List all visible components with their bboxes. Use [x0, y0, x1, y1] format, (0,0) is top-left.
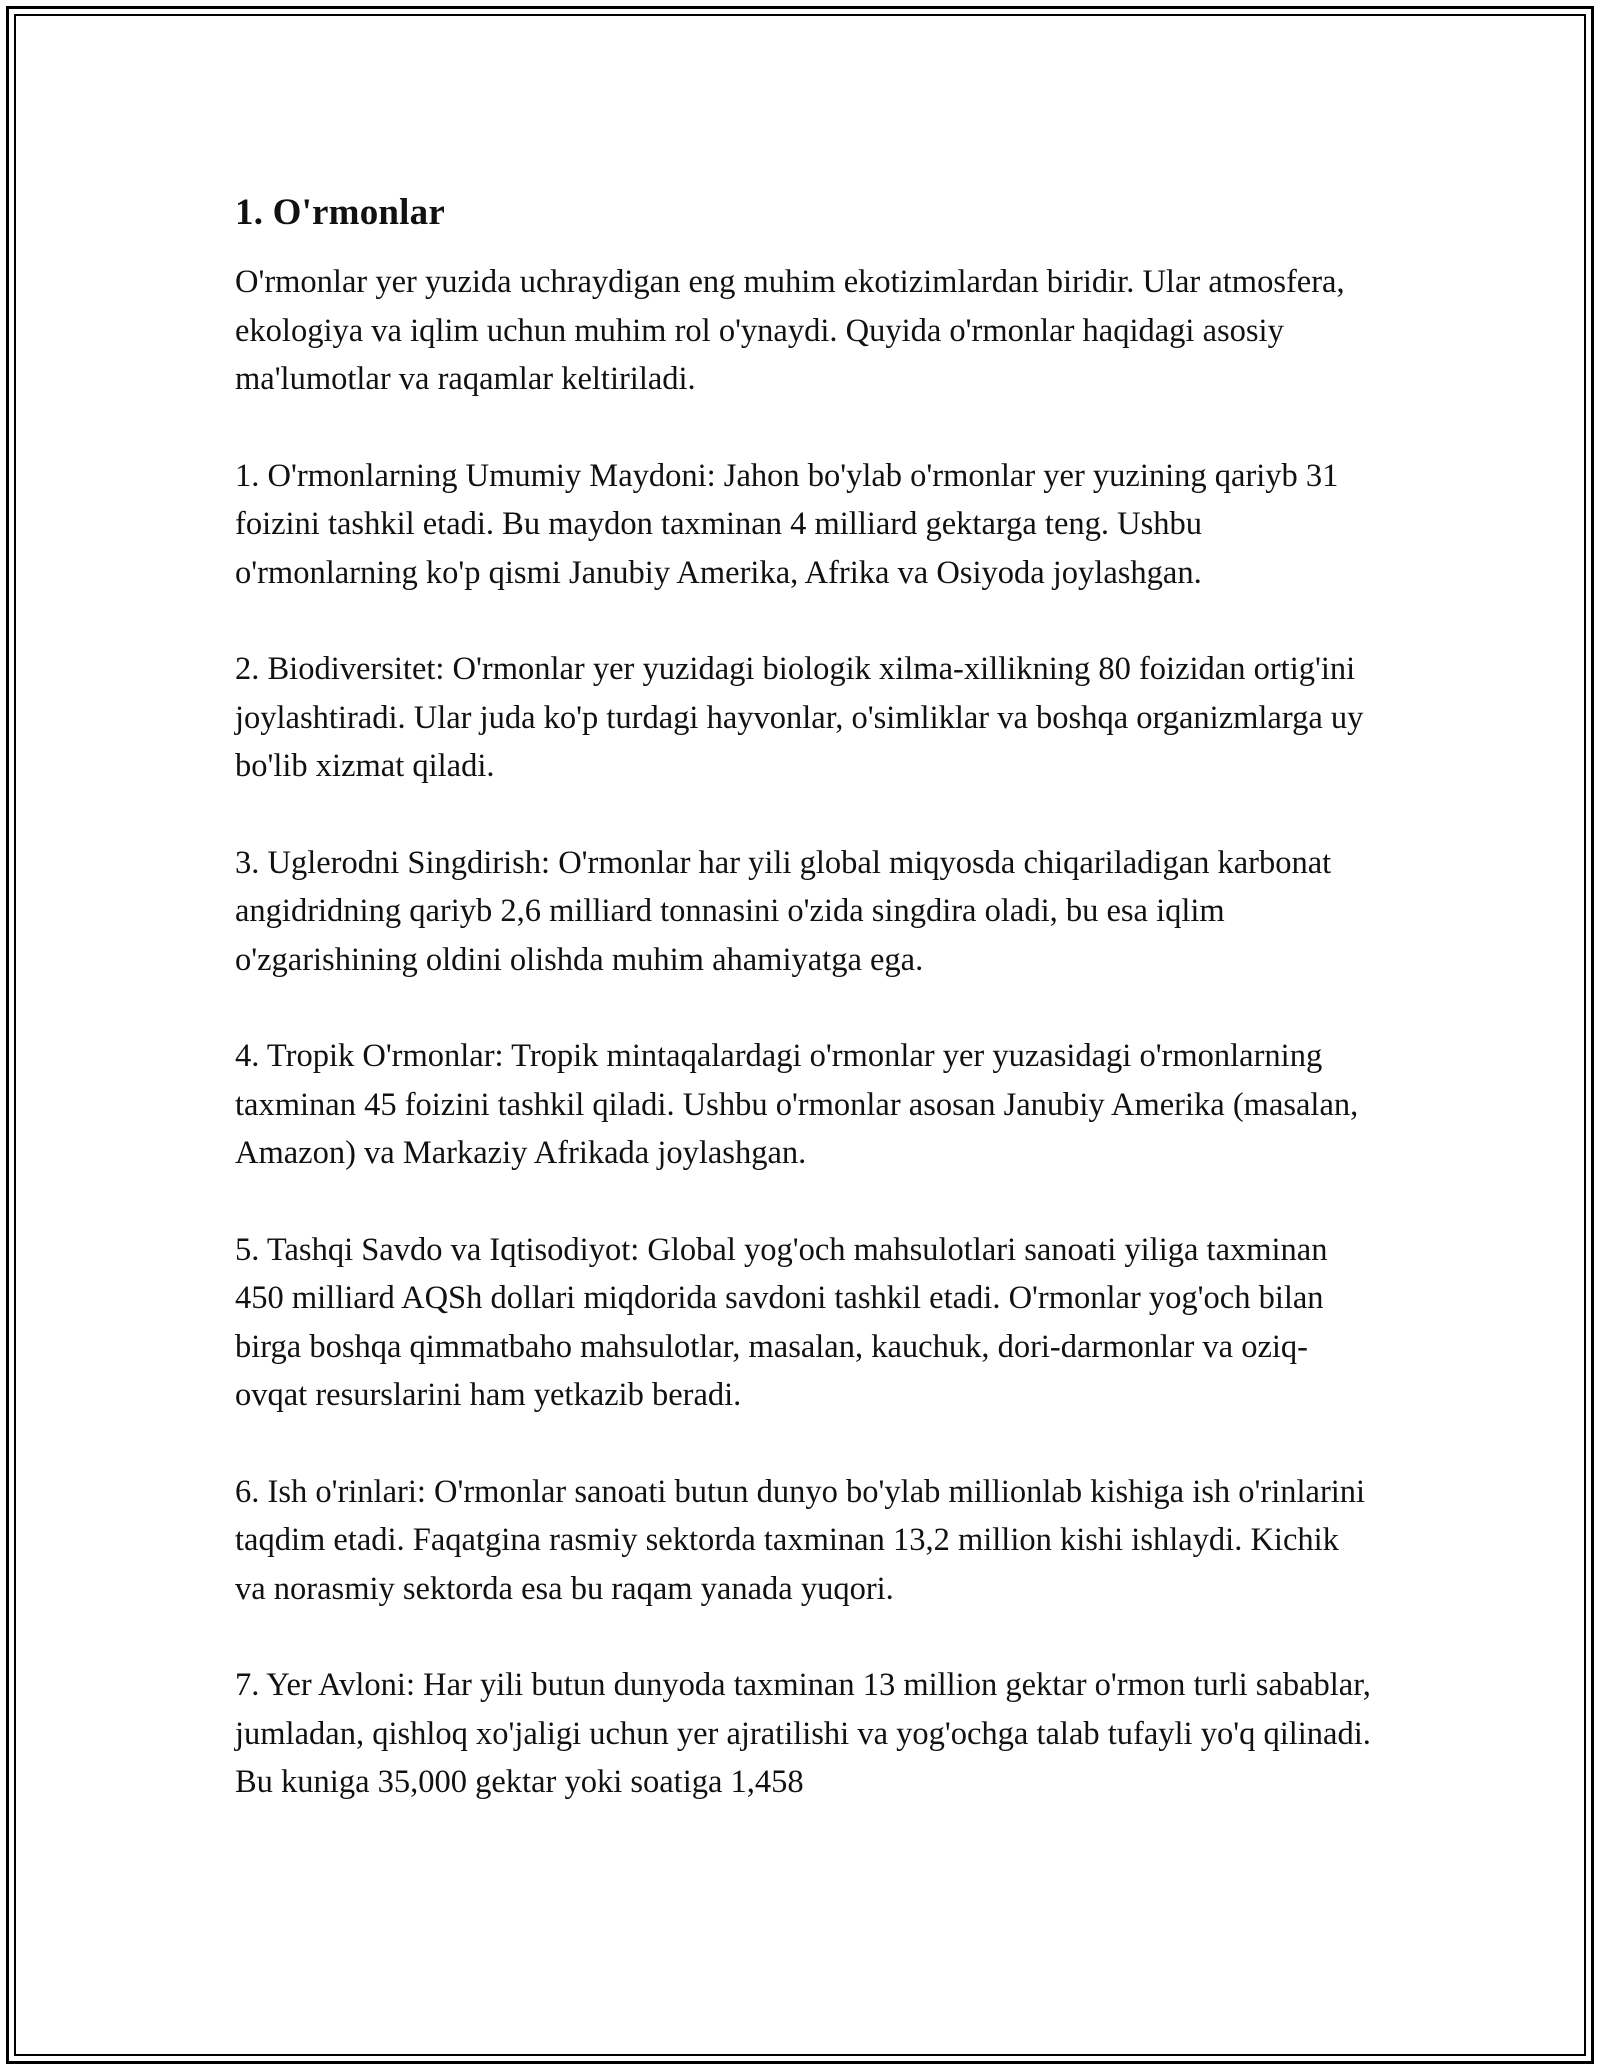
section-paragraph-1: 1. O'rmonlarning Umumiy Maydoni: Jahon bo'ylab o'rmonlar yer yuzining qariyb 31 foizini tashkil etadi. Bu maydon taxminan 4 milliard gektarga teng. Ushbu o'rmonlarning ko'p qismi Janubiy Amerika, Afrika va Osiyoda joylashgan. — [235, 457, 1339, 591]
section-paragraph-6: 6. Ish o'rinlari: O'rmonlar sanoati butun dunyo bo'ylab millionlab kishiga ish o'rinlarini taqdim etadi. Faqatgina rasmiy sektorda taxminan 13,2 million kishi ishlaydi. Kichik va norasmiy sektorda esa bu raqam yanada yuqori. — [235, 1473, 1366, 1607]
section-paragraph-5: 5. Tashqi Savdo va Iqtisodiyot: Global yog'och mahsulotlari sanoati yiliga taxminan 450 milliard AQSh dollari miqdorida savdoni tashkil etadi. O'rmonlar yog'och bilan birga boshqa qimmatbaho mahsulotlar, masalan, kauchuk, dori-darmonlar va oziq-ovqat resurslarini ham yetkazib beradi. — [235, 1231, 1328, 1413]
document-title: 1. O'rmonlar — [235, 192, 445, 233]
section-paragraph-7: 7. Yer Avloni: Har yili butun dunyoda taxminan 13 million gektar o'rmon turli sabablar, jumladan, qishloq xo'jaligi uchun yer ajratilishi va yog'ochga talab tufayli yo'q qilinadi. Bu kuniga 35,000 gektar yoki soatiga 1,458 — [235, 1667, 1371, 1800]
document-body — [235, 188, 1375, 1807]
section-paragraph-2: 2. Biodiversitet: O'rmonlar yer yuzidagi biologik xilma-xillikning 80 foizidan ortig'ini joylashtiradi. Ular juda ko'p turdagi hayvonlar, o'simliklar va boshqa organizmlarga uy bo'lib xizmat qiladi. — [235, 651, 1364, 784]
section-paragraph-4: 4. Tropik O'rmonlar: Tropik mintaqalardagi o'rmonlar yer yuzasidagi o'rmonlarning taxminan 45 foizini tashkil qiladi. Ushbu o'rmonlar asosan Janubiy Amerika (masalan, Amazon) va Markaziy Afrikada joylashgan. — [235, 1038, 1359, 1171]
section-paragraph-3: 3. Uglerodni Singdirish: O'rmonlar har yili global miqyosda chiqariladigan karbonat angidridning qariyb 2,6 milliard tonnasini o'zida singdira oladi, bu esa iqlim o'zgarishining oldini olishda muhim ahamiyatga ega. — [235, 844, 1332, 978]
intro-paragraph: O'rmonlar yer yuzida uchraydigan eng muhim ekotizimlardan biridir. Ular atmosfera, ekologiya va iqlim uchun muhim rol o'ynaydi. Quyida o'rmonlar haqidagi asosiy ma'lumotlar va raqamlar keltiriladi. — [235, 264, 1345, 397]
